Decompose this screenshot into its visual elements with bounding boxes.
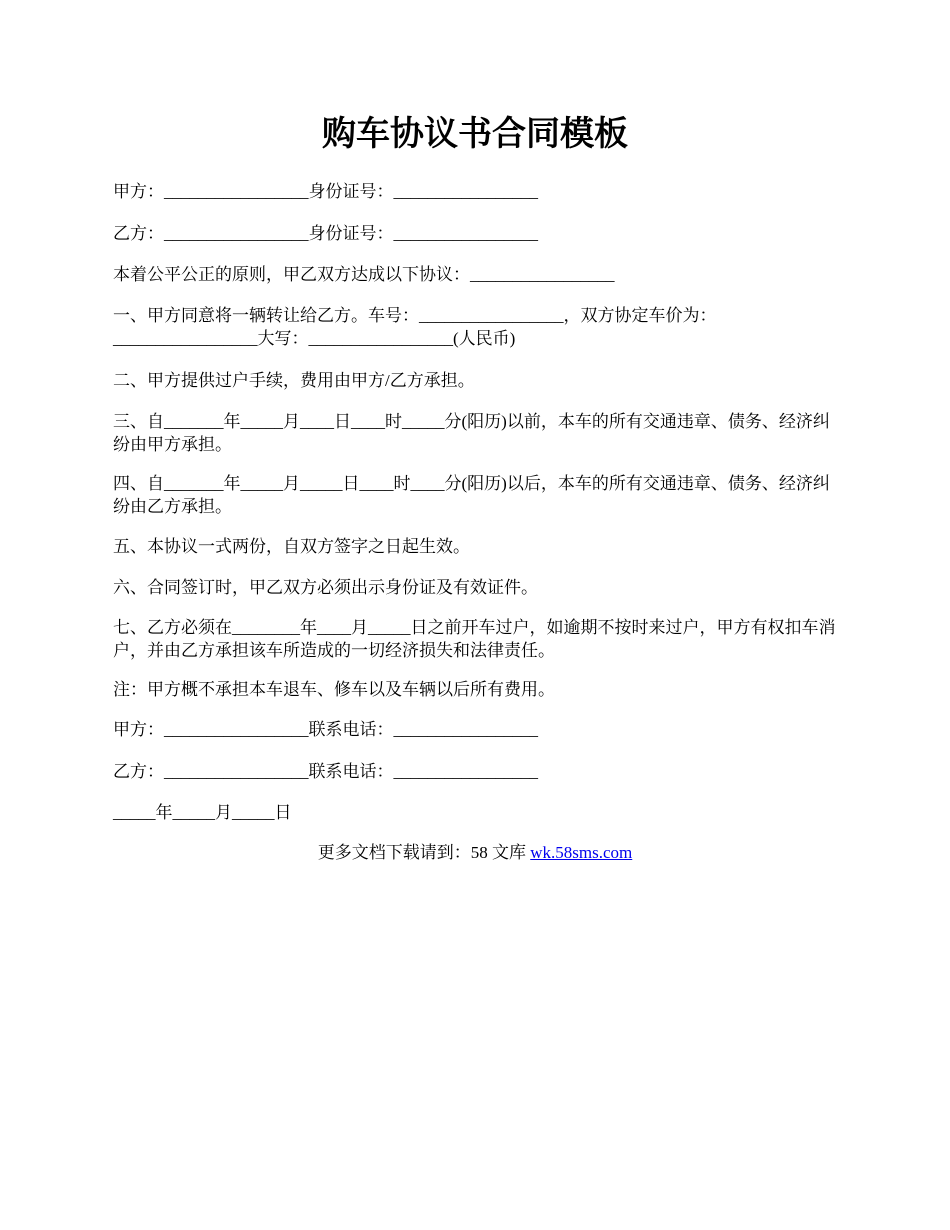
clause-6: 六、合同签订时，甲乙双方必须出示身份证及有效证件。 xyxy=(113,578,538,597)
preamble-paragraph: 本着公平公正的原则，甲乙双方达成以下协议：_________________ xyxy=(113,265,615,284)
date-line: _____年_____月_____日 xyxy=(113,803,292,822)
clause-5: 五、本协议一式两份，自双方签字之日起生效。 xyxy=(113,537,470,556)
note-paragraph: 注：甲方概不承担本车退车、修车以及车辆以后所有费用。 xyxy=(113,680,555,699)
clause-1: 一、甲方同意将一辆转让给乙方。车号：_________________，双方协定车价为：_________________大写：_________________(人民币) xyxy=(113,306,717,348)
footer-text: 更多文档下载请到：58 文库 xyxy=(317,843,531,862)
footer-link[interactable]: wk.58sms.com xyxy=(530,843,633,862)
party-b-signature-line: 乙方：_________________联系电话：_________________ xyxy=(113,762,538,781)
clause-3: 三、自_______年_____月____日____时_____分(阳历)以前，本车的所有交通违章、债务、经济纠纷由甲方承担。 xyxy=(113,412,830,454)
clause-2: 二、甲方提供过户手续，费用由甲方/乙方承担。 xyxy=(113,371,475,390)
footer xyxy=(0,841,950,864)
party-a-signature-line: 甲方：_________________联系电话：_________________ xyxy=(113,720,538,739)
party-b-id-line: 乙方：_________________身份证号：_________________ xyxy=(113,224,538,243)
clause-7: 七、乙方必须在________年____月_____日之前开车过户，如逾期不按时来过户，甲方有权扣车消户，并由乙方承担该车所造成的一切经济损失和法律责任。 xyxy=(113,618,836,660)
document-title: 购车协议书合同模板 xyxy=(322,116,628,153)
clause-4: 四、自_______年_____月_____日____时____分(阳历)以后，本车的所有交通违章、债务、经济纠纷由乙方承担。 xyxy=(113,474,830,516)
party-a-id-line: 甲方：_________________身份证号：_________________ xyxy=(113,182,538,201)
